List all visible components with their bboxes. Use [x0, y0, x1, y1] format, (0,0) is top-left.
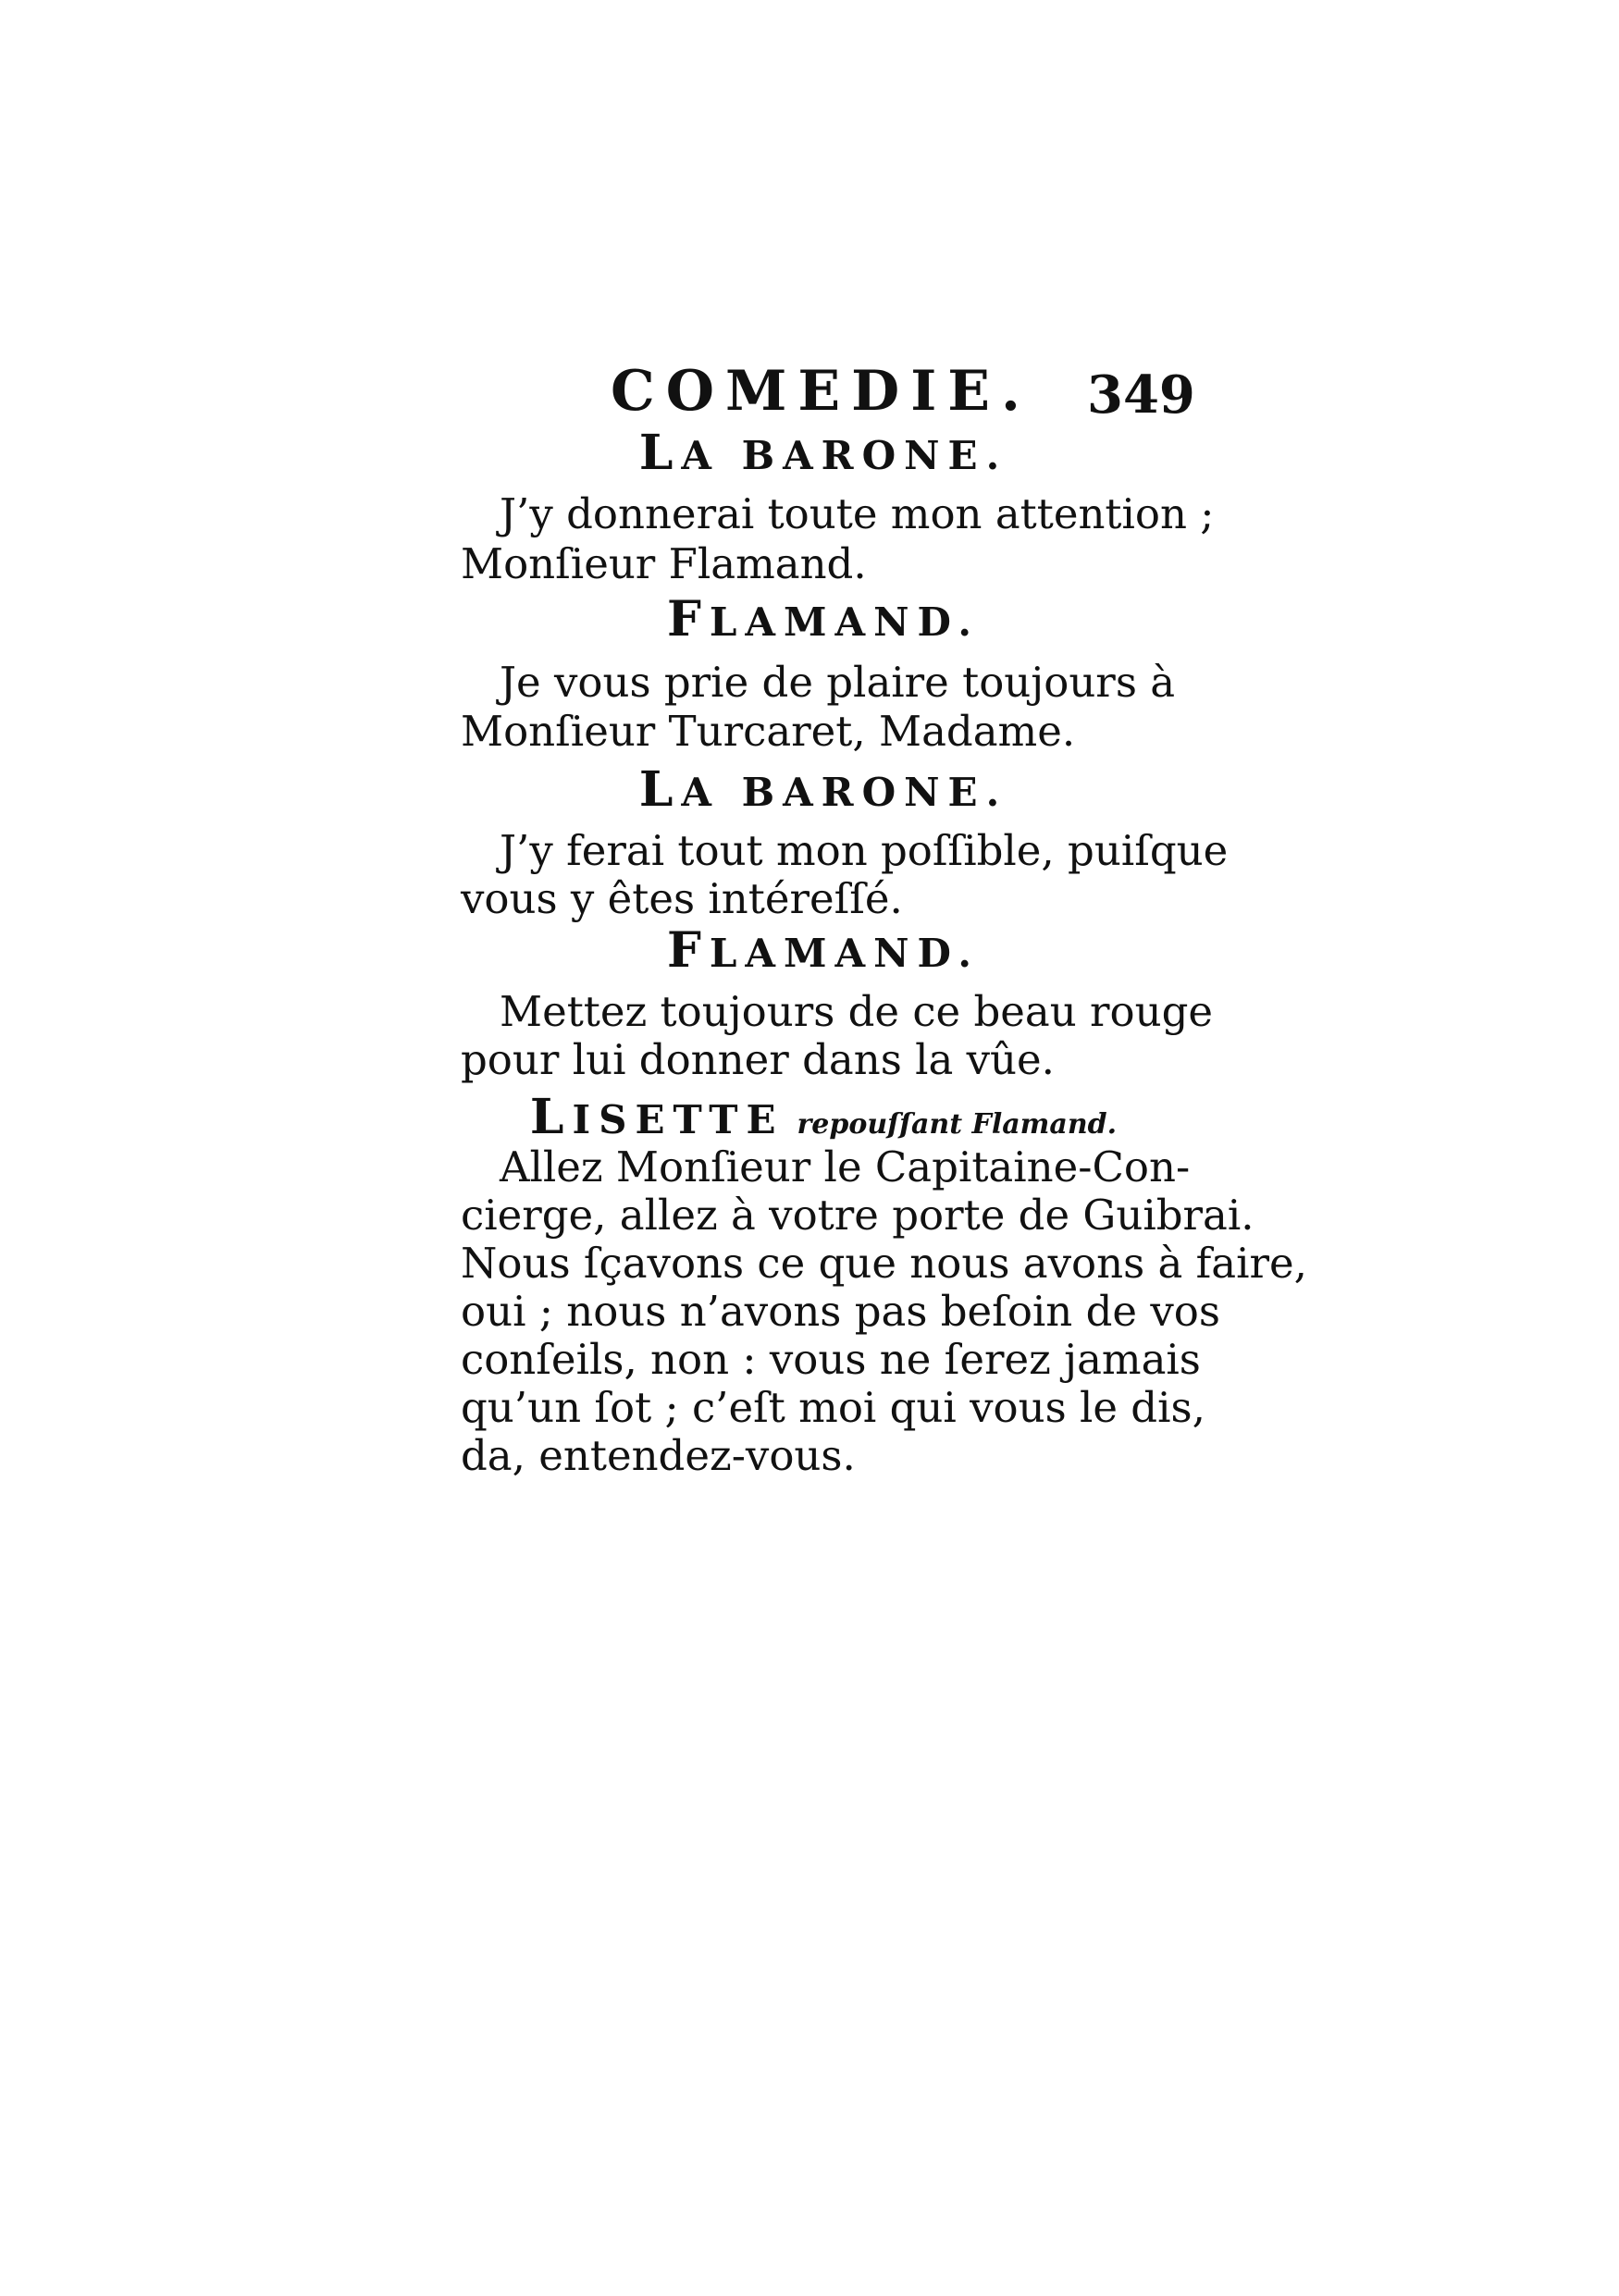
- speaker-rest: LAMAND.: [709, 931, 981, 976]
- speaker-initial: L: [638, 761, 682, 818]
- speaker-rest: ISETTE: [572, 1097, 785, 1142]
- page-number: 349: [1087, 364, 1195, 426]
- speaker-rest: A BARONE.: [681, 770, 1008, 815]
- speaker-name: [453, 591, 1193, 648]
- dialogue-line: Je vous prie de plaire toujours à: [500, 658, 1176, 707]
- dialogue-line: Monſieur Flamand.: [461, 539, 867, 588]
- dialogue-line: Allez Monſieur le Capitaine-Con-: [500, 1142, 1191, 1191]
- speaker-initial: L: [529, 1089, 573, 1145]
- dialogue-line: J’y ferai tout mon poſſible, puiſque: [500, 826, 1229, 875]
- dialogue-line: Monſieur Turcaret, Madame.: [461, 707, 1076, 756]
- stage-direction: repouſſant Flamand.: [797, 1108, 1118, 1141]
- dialogue-line: qu’un ſot ; c’eſt moi qui vous le dis,: [461, 1383, 1205, 1432]
- speaker-name: [453, 761, 1193, 819]
- dialogue-line: pour lui donner dans la vûe.: [461, 1035, 1055, 1084]
- dialogue-line: J’y donnerai toute mon attention ;: [500, 489, 1215, 538]
- dialogue-line: Mettez toujours de ce beau rouge: [500, 987, 1214, 1036]
- speaker-name: [453, 922, 1193, 980]
- dialogue-line: Nous ſçavons ce que nous avons à faire,: [461, 1239, 1307, 1288]
- dialogue-line: da, entendez-vous.: [461, 1431, 856, 1480]
- speaker-initial: F: [666, 591, 710, 648]
- dialogue-line: conſeils, non : vous ne ſerez jamais: [461, 1335, 1201, 1384]
- running-title: COMEDIE.: [611, 359, 1032, 424]
- speaker-initial: L: [638, 425, 682, 481]
- speaker-rest: LAMAND.: [709, 599, 981, 645]
- dialogue-line: oui ; nous n’avons pas beſoin de vos: [461, 1287, 1220, 1336]
- dialogue-line: vous y êtes intéreſſé.: [461, 874, 903, 923]
- speaker-name: [453, 427, 1193, 482]
- running-head: [611, 359, 1203, 424]
- dialogue-line: cierge, allez à votre porte de Guibrai.: [461, 1191, 1254, 1240]
- speaker-initial: F: [666, 922, 710, 979]
- speaker-rest: A BARONE.: [681, 433, 1008, 478]
